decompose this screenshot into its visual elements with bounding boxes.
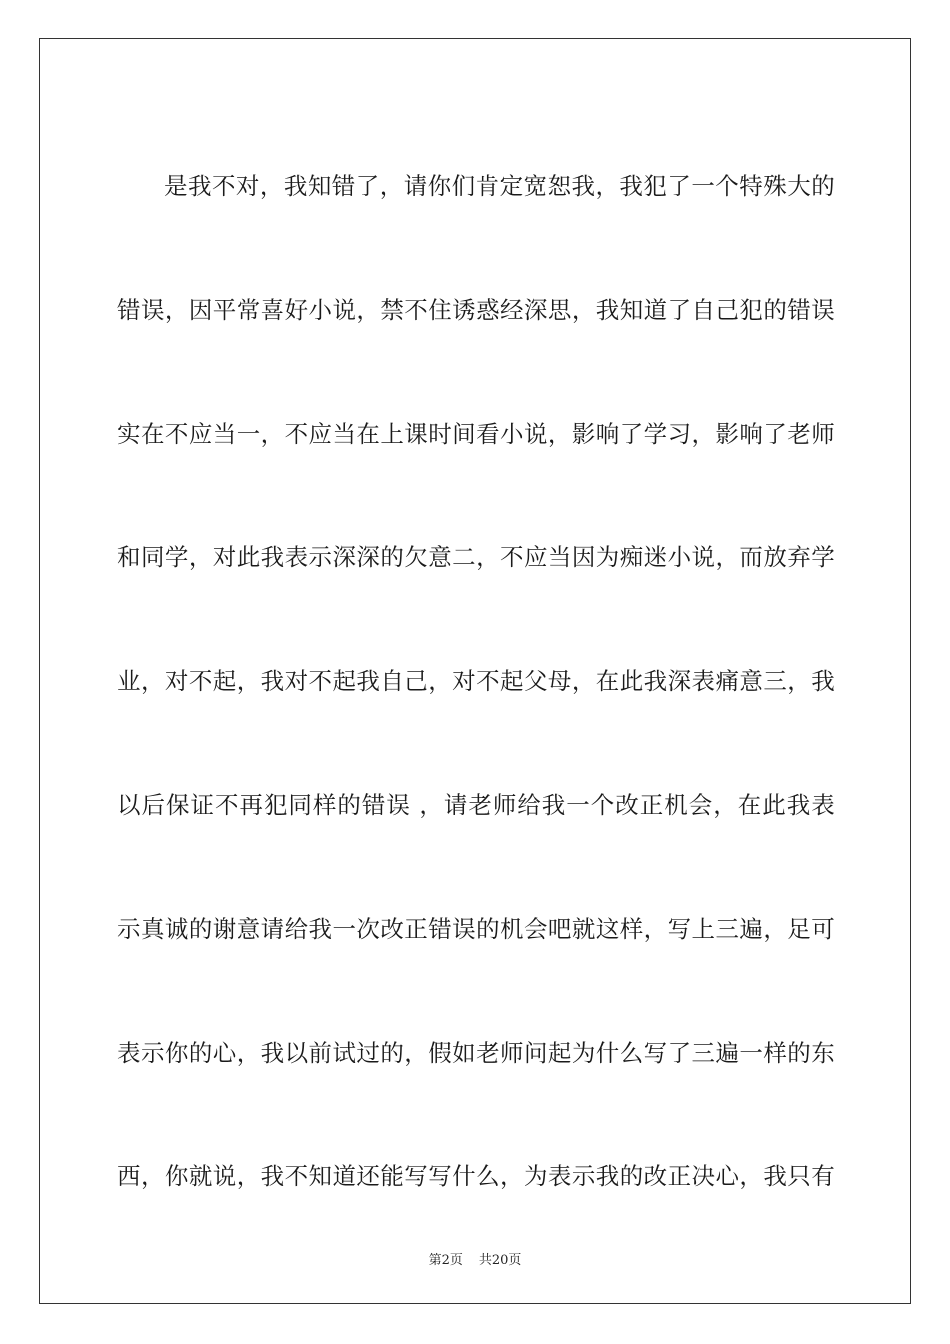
page-footer (0, 1249, 950, 1268)
body-paragraph: 是我不对，我知错了，请你们肯定宽恕我，我犯了一个特殊大的错误，因平常喜好小说，禁不住诱惑经深思，我知道了自己犯的错误实在不应当一，不应当在上课时间看小说，影响了学习，影响了老师和同学，对此我表示深深的欠意二，不应当因为痴迷小说，而放弃学业，对不起，我对不起我自己，对不起父母，在此我深表痛意三，我以后保证不再犯同样的错误 ，请老师给我一个改正机会，在此我表示真诚的谢意请给我一次改正错误的机会吧就这样，写上三遍，足可表示你的心，我以前试过的，假如老师问起为什么写了三遍一样的东西，你就说，我不知道还能写写什么，为表示我的改正决心，我只有 (117, 172, 835, 1191)
page-number: 第2页 (428, 1253, 463, 1268)
page-total: 共20页 (478, 1253, 522, 1268)
